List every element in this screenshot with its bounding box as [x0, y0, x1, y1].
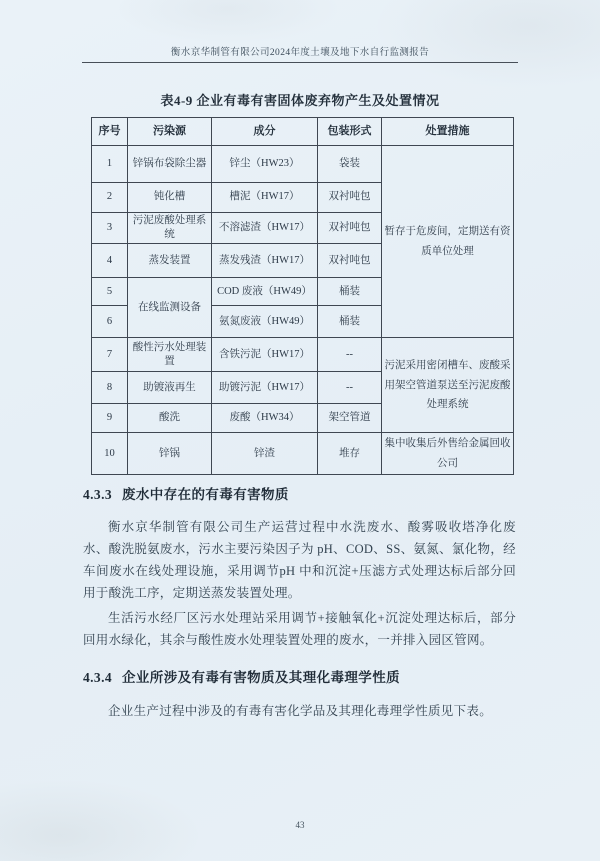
cell-source: 酸性污水处理装置	[128, 338, 212, 372]
cell-packing: 架空管道	[318, 404, 382, 433]
section-heading-434	[83, 666, 523, 686]
hazardous-waste-table	[91, 117, 514, 475]
table-row	[92, 146, 514, 183]
cell-no: 6	[92, 306, 128, 338]
cell-component: 不溶滤渣（HW17）	[212, 213, 318, 244]
cell-source: 钝化槽	[128, 183, 212, 213]
cell-no: 10	[92, 433, 128, 475]
table-title: 表4-9 企业有毒有害固体废弃物产生及处置情况	[160, 93, 440, 108]
paragraph: 生活污水经厂区污水处理站采用调节+接触氧化+沉淀处理达标后，部分回用水绿化，其余与酸性废水处理装置处理的废水，一并排入园区管网。	[83, 611, 516, 647]
cell-component: 含铁污泥（HW17）	[212, 338, 318, 372]
cell-no: 2	[92, 183, 128, 213]
cell-packing: --	[318, 372, 382, 404]
cell-source: 酸洗	[128, 404, 212, 433]
cell-component: COD 废液（HW49）	[212, 278, 318, 306]
column-header-component: 成分	[212, 118, 318, 146]
cell-component: 助镀污泥（HW17）	[212, 372, 318, 404]
table-row	[92, 433, 514, 475]
cell-no: 5	[92, 278, 128, 306]
cell-source: 锌锅布袋除尘器	[128, 146, 212, 183]
column-header-disposal: 处置措施	[382, 118, 514, 146]
cell-no: 4	[92, 244, 128, 278]
cell-source-rows5-6: 在线监测设备	[128, 278, 212, 338]
section-number: 4.3.3	[83, 487, 112, 502]
cell-no: 7	[92, 338, 128, 372]
cell-packing: 桶装	[318, 306, 382, 338]
cell-disposal-rows7-9: 污泥采用密闭槽车、废酸采用架空管道泵送至污泥废酸处理系统	[382, 338, 514, 433]
cell-no: 9	[92, 404, 128, 433]
paragraph: 衡水京华制管有限公司生产运营过程中水洗废水、酸雾吸收塔净化废水、酸洗脱氨废水，污水主要污染因子为 pH、COD、SS、氨氮、氯化物，经车间废水在线处理设施，采用调节pH 中和沉淀+压滤方式处理达标后部分回用于酸洗工序，定期送蒸发装置处理。	[83, 520, 516, 600]
cell-packing: 双衬吨包	[318, 213, 382, 244]
cell-packing: 袋装	[318, 146, 382, 183]
table-header-row	[92, 118, 514, 146]
cell-component: 废酸（HW34）	[212, 404, 318, 433]
cell-component: 氨氮废液（HW49）	[212, 306, 318, 338]
cell-packing: 双衬吨包	[318, 183, 382, 213]
cell-packing: 双衬吨包	[318, 244, 382, 278]
column-header-packing: 包装形式	[318, 118, 382, 146]
column-header-source: 污染源	[128, 118, 212, 146]
cell-packing: --	[318, 338, 382, 372]
cell-source: 锌锅	[128, 433, 212, 475]
cell-source: 蒸发装置	[128, 244, 212, 278]
cell-packing: 堆存	[318, 433, 382, 475]
cell-packing: 桶装	[318, 278, 382, 306]
section-number: 4.3.4	[83, 670, 112, 685]
cell-component: 蒸发残渣（HW17）	[212, 244, 318, 278]
paragraph: 企业生产过程中涉及的有毒有害化学品及其理化毒理学性质见下表。	[108, 704, 493, 718]
cell-source: 助镀液再生	[128, 372, 212, 404]
page-number: 43	[295, 820, 305, 830]
cell-component: 锌渣	[212, 433, 318, 475]
section-title: 企业所涉及有毒有害物质及其理化毒理学性质	[122, 670, 400, 685]
cell-disposal-row10: 集中收集后外售给金属回收公司	[382, 433, 514, 475]
cell-component: 槽泥（HW17）	[212, 183, 318, 213]
cell-no: 8	[92, 372, 128, 404]
cell-component: 锌尘（HW23）	[212, 146, 318, 183]
column-header-no: 序号	[92, 118, 128, 146]
cell-source: 污泥废酸处理系统	[128, 213, 212, 244]
report-header: 衡水京华制管有限公司2024年度土壤及地下水自行监测报告	[82, 44, 518, 63]
cell-no: 3	[92, 213, 128, 244]
cell-no: 1	[92, 146, 128, 183]
cell-disposal-rows1-6: 暂存于危废间，定期送有资质单位处理	[382, 146, 514, 338]
table-row	[92, 338, 514, 372]
section-title: 废水中存在的有毒有害物质	[122, 487, 289, 502]
section-heading-433	[83, 483, 523, 503]
